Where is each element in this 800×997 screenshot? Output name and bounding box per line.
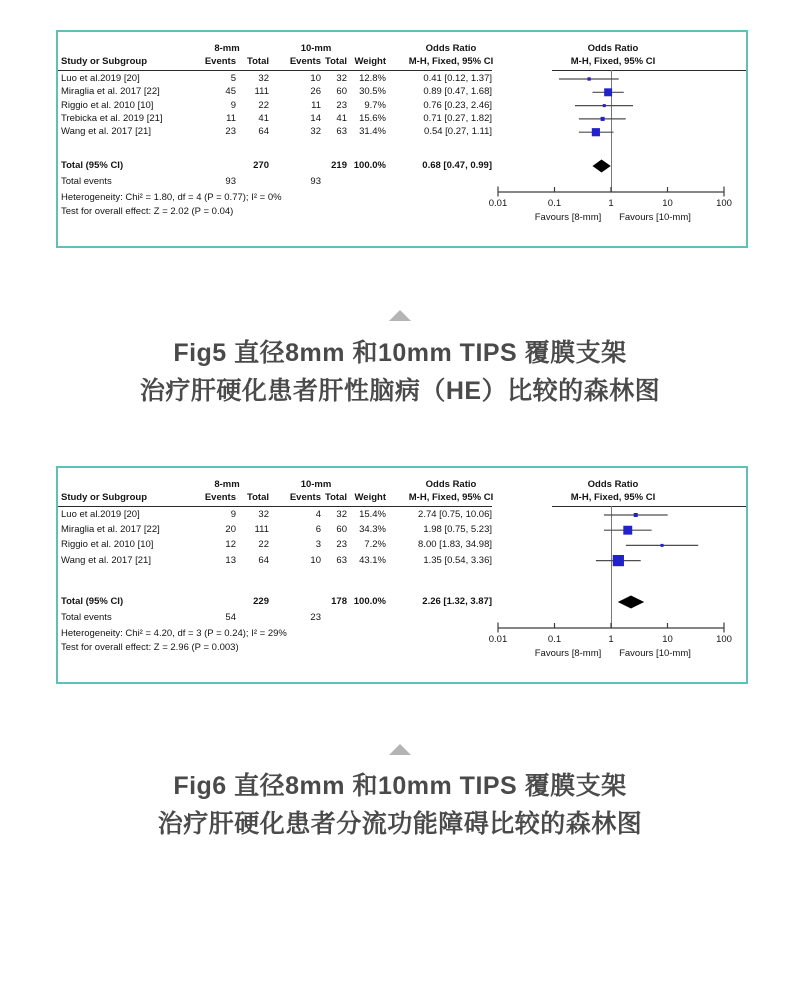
axis-tick-label: 0.01 <box>488 198 508 209</box>
group1-header: 8-mm <box>214 43 240 54</box>
total-events1: 93 <box>225 176 236 187</box>
events1-cell: 12 <box>225 539 236 551</box>
total-events-label: Total events <box>61 176 112 187</box>
events2-column-header: Events <box>289 56 321 67</box>
fig5-caption <box>0 335 800 410</box>
or-ci-cell: 8.00 [1.83, 34.98] <box>418 539 492 551</box>
weight-cell: 30.5% <box>359 86 386 98</box>
overall-effect-stats: Test for overall effect: Z = 2.96 (P = 0.003) <box>61 642 239 653</box>
axis-tick-label: 0.01 <box>488 634 508 645</box>
study-column-header: Study or Subgroup <box>61 492 148 503</box>
weight-cell: 12.8% <box>359 73 386 84</box>
study-label: Miraglia et al. 2017 [22] <box>61 86 160 98</box>
events1-cell: 11 <box>226 112 236 124</box>
total2-cell: 63 <box>336 554 347 566</box>
events1-cell: 20 <box>225 524 236 536</box>
fig6-caption <box>0 768 800 843</box>
total2-cell: 60 <box>336 524 347 536</box>
total1-cell: 32 <box>258 509 269 520</box>
heterogeneity-stats: Heterogeneity: Chi² = 1.80, df = 4 (P = 0.77); I² = 0% <box>61 192 282 203</box>
events2-cell: 3 <box>315 539 321 551</box>
study-column-header: Study or Subgroup <box>61 56 148 67</box>
study-label: Wang et al. 2017 [21] <box>61 554 151 566</box>
favours-left-label: Favours [8-mm] <box>534 212 602 223</box>
weight-column-header: Weight <box>354 56 386 67</box>
pooled-diamond <box>618 596 644 609</box>
total1-cell: 22 <box>258 539 269 551</box>
total2-column-header: Total <box>325 56 347 67</box>
total1-cell: 41 <box>258 112 269 124</box>
weight-cell: 9.7% <box>364 99 386 111</box>
events2-cell: 32 <box>310 126 321 138</box>
weight-cell: 31.4% <box>359 126 386 138</box>
axis-tick-label: 10 <box>662 198 673 209</box>
events1-column-header: Events <box>204 56 236 67</box>
total-weight: 100.0% <box>353 596 386 607</box>
events2-cell: 10 <box>310 73 321 84</box>
total1-cell: 32 <box>258 73 269 84</box>
total2-cell: 41 <box>336 112 347 124</box>
favours-right-label: Favours [10-mm] <box>619 648 691 659</box>
total2-cell: 23 <box>336 539 347 551</box>
or-ci-cell: 0.41 [0.12, 1.37] <box>423 73 492 84</box>
total1-column-header: Total <box>247 56 269 67</box>
weight-square <box>592 128 600 136</box>
total2-sum: 219 <box>331 160 347 171</box>
weight-square <box>661 544 664 547</box>
or-ci-cell: 1.35 [0.54, 3.36] <box>423 554 492 566</box>
total2-cell: 63 <box>336 126 347 138</box>
pooled-diamond <box>592 160 610 173</box>
total1-cell: 111 <box>254 86 269 98</box>
axis-tick-label: 1 <box>608 634 614 645</box>
axis-tick-label: 0.1 <box>547 634 562 645</box>
weight-square <box>604 88 612 96</box>
axis-tick-label: 100 <box>716 198 732 209</box>
or-column-subheader: M-H, Fixed, 95% CI <box>408 492 494 503</box>
study-label: Riggio et al. 2010 [10] <box>61 99 154 111</box>
total-or-ci: 2.26 [1.32, 3.87] <box>422 596 492 607</box>
triangle-up-icon <box>389 744 411 755</box>
study-label: Riggio et al. 2010 [10] <box>61 539 154 551</box>
weight-cell: 34.3% <box>359 524 386 536</box>
total2-cell: 32 <box>336 73 347 84</box>
weight-cell: 43.1% <box>359 554 386 566</box>
heterogeneity-stats: Heterogeneity: Chi² = 4.20, df = 3 (P = 0.24); I² = 29% <box>61 628 287 639</box>
axis-tick-label: 100 <box>716 634 732 645</box>
fig6-caption-line1: Fig6 直径8mm 和10mm TIPS 覆膜支架 <box>173 772 627 800</box>
or-ci-cell: 0.54 [0.27, 1.11] <box>424 126 492 138</box>
axis-tick-label: 1 <box>608 198 614 209</box>
total2-cell: 60 <box>336 86 347 98</box>
axis-tick-label: 10 <box>662 634 673 645</box>
study-label: Luo et al.2019 [20] <box>61 73 140 84</box>
group2-header: 10-mm <box>300 43 332 54</box>
or-ci-cell: 0.71 [0.27, 1.82] <box>423 112 492 124</box>
weight-cell: 7.2% <box>364 539 386 551</box>
overall-effect-stats: Test for overall effect: Z = 2.02 (P = 0.04) <box>61 206 234 217</box>
fig5-caption-line1: Fig5 直径8mm 和10mm TIPS 覆膜支架 <box>173 339 627 367</box>
plot-column-title: Odds Ratio <box>587 43 639 54</box>
axis-tick-label: 0.1 <box>547 198 562 209</box>
events1-cell: 9 <box>230 509 236 520</box>
fig6-caption-line2: 治疗肝硬化患者分流功能障碍比较的森林图 <box>157 809 643 838</box>
or-ci-cell: 1.98 [0.75, 5.23] <box>423 524 492 536</box>
weight-square <box>601 117 605 121</box>
total-or-ci: 0.68 [0.47, 0.99] <box>422 160 492 171</box>
favours-left-label: Favours [8-mm] <box>534 648 602 659</box>
events1-cell: 23 <box>225 126 236 138</box>
forest-plot-canvas <box>56 30 748 248</box>
weight-square <box>613 555 624 566</box>
events1-cell: 45 <box>225 86 236 98</box>
or-ci-cell: 2.74 [0.75, 10.06] <box>418 509 492 520</box>
total1-column-header: Total <box>247 492 269 503</box>
total1-cell: 22 <box>258 99 269 111</box>
favours-right-label: Favours [10-mm] <box>619 212 691 223</box>
total2-cell: 32 <box>336 509 347 520</box>
weight-cell: 15.6% <box>359 112 386 124</box>
events2-cell: 10 <box>310 554 321 566</box>
or-ci-cell: 0.76 [0.23, 2.46] <box>423 99 492 111</box>
weight-column-header: Weight <box>354 492 386 503</box>
or-column-subheader: M-H, Fixed, 95% CI <box>408 56 494 67</box>
total-weight: 100.0% <box>353 160 386 171</box>
total-events-label: Total events <box>61 612 112 623</box>
forest-plot-fig6 <box>56 466 748 684</box>
events1-cell: 13 <box>225 554 236 566</box>
total-row-label: Total (95% CI) <box>61 596 124 607</box>
total-events1: 54 <box>225 612 236 623</box>
weight-square <box>587 77 590 80</box>
study-label: Wang et al. 2017 [21] <box>61 126 151 138</box>
total1-cell: 64 <box>258 554 269 566</box>
events2-cell: 6 <box>315 524 321 536</box>
plot-column-title: Odds Ratio <box>587 479 639 490</box>
events1-column-header: Events <box>204 492 236 503</box>
events2-cell: 4 <box>315 509 321 520</box>
or-column-title: Odds Ratio <box>425 43 477 54</box>
fig5-caption-line2: 治疗肝硬化患者肝性脑病（HE）比较的森林图 <box>139 376 661 405</box>
forest-plot-canvas <box>56 466 748 684</box>
events2-cell: 26 <box>310 86 321 98</box>
or-column-title: Odds Ratio <box>425 479 477 490</box>
weight-cell: 15.4% <box>359 509 386 520</box>
events1-cell: 9 <box>230 99 236 111</box>
total2-sum: 178 <box>331 596 347 607</box>
total2-cell: 23 <box>336 99 347 111</box>
events2-column-header: Events <box>289 492 321 503</box>
or-ci-cell: 0.89 [0.47, 1.68] <box>423 86 492 98</box>
total1-sum: 270 <box>253 160 269 171</box>
events2-cell: 14 <box>310 112 321 124</box>
total1-cell: 111 <box>254 524 269 536</box>
study-label: Trebicka et al. 2019 [21] <box>61 112 163 124</box>
plot-column-subheader: M-H, Fixed, 95% CI <box>570 56 656 67</box>
events1-cell: 5 <box>230 73 236 84</box>
total-events2: 23 <box>310 612 321 623</box>
forest-plot-fig5 <box>56 30 748 248</box>
total-events2: 93 <box>310 176 321 187</box>
total-row-label: Total (95% CI) <box>61 160 124 171</box>
group2-header: 10-mm <box>300 479 332 490</box>
group1-header: 8-mm <box>214 479 240 490</box>
study-label: Miraglia et al. 2017 [22] <box>61 524 160 536</box>
total1-cell: 64 <box>258 126 269 138</box>
events2-cell: 11 <box>311 99 321 111</box>
total1-sum: 229 <box>253 596 269 607</box>
weight-square <box>623 526 632 535</box>
weight-square <box>634 513 638 517</box>
weight-square <box>603 104 606 107</box>
triangle-up-icon <box>389 310 411 321</box>
total2-column-header: Total <box>325 492 347 503</box>
study-label: Luo et al.2019 [20] <box>61 509 140 520</box>
plot-column-subheader: M-H, Fixed, 95% CI <box>570 492 656 503</box>
